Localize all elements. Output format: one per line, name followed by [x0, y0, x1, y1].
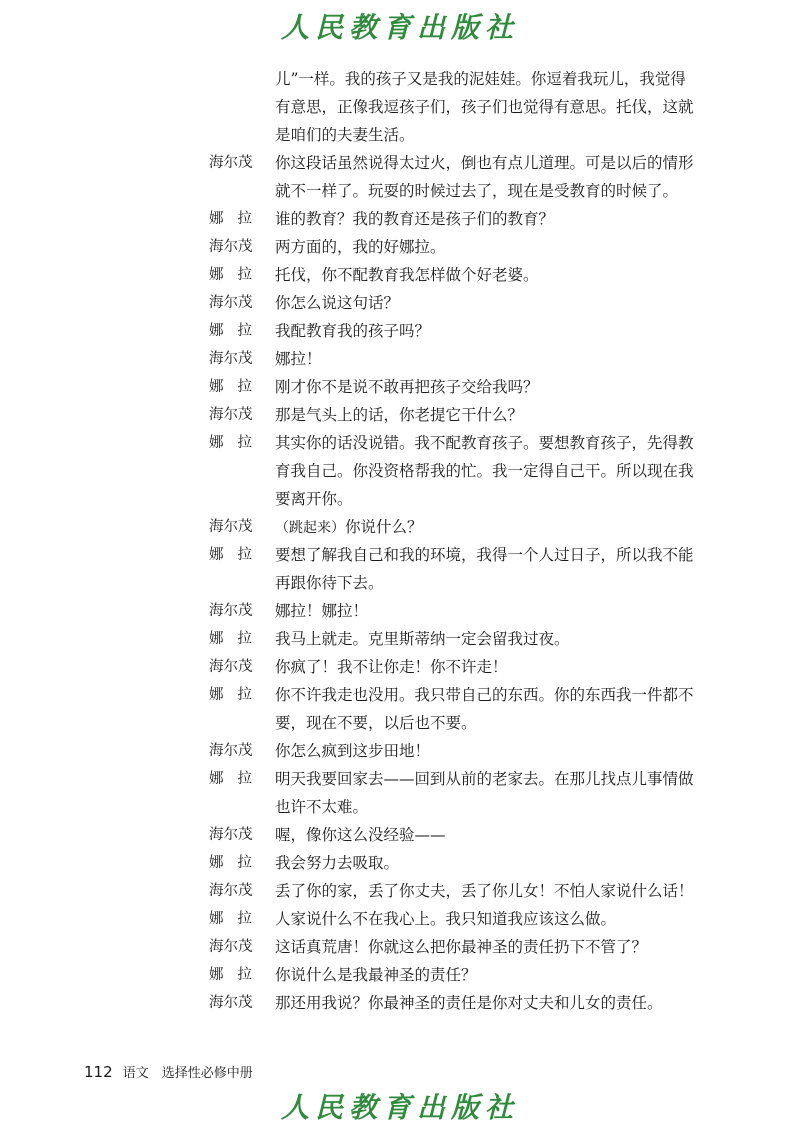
line-content: 丢了你的家，丢了你丈夫，丢了你儿女！不怕人家说什么话！: [275, 882, 694, 900]
speaker-name: 海尔茂: [209, 407, 253, 423]
dialogue-text-line: [275, 965, 477, 985]
dialogue-text-line: [275, 209, 554, 229]
line-content: 那是气头上的话，你老提它干什么？: [275, 406, 524, 424]
line-content: 谁的教育？我的教育还是孩子们的教育？: [275, 210, 555, 228]
line-content: 喔，像你这么没经验——: [275, 826, 446, 844]
dialogue-text-line: [275, 825, 446, 845]
line-content: 刚才你不是说不敢再把孩子交给我吗？: [275, 378, 539, 396]
dialogue-text-line: [275, 97, 694, 117]
dialogue-text-line: [275, 433, 694, 453]
dialogue-text-line: [275, 321, 430, 341]
dialogue-text-line: [275, 181, 678, 201]
speaker-name: 娜拉: [209, 967, 266, 983]
line-content: 再跟你待下去。: [275, 574, 384, 592]
dialogue-text-line: [275, 769, 694, 789]
speaker-name: 海尔茂: [209, 155, 253, 171]
line-content: 育我自己。你没资格帮我的忙。我一定得自己干。所以现在我: [275, 462, 694, 480]
dialogue-text-line: [275, 629, 570, 649]
publisher-logo-top: 人民教育出版社: [280, 11, 519, 44]
line-content: 托伐，你不配教育我怎样做个好老婆。: [275, 266, 539, 284]
line-content: 我配教育我的孩子吗？: [275, 322, 431, 340]
dialogue-text-line: [275, 685, 694, 705]
dialogue-text-line: [275, 377, 539, 397]
dialogue-text-line: [275, 237, 446, 257]
speaker-name: 娜拉: [209, 379, 266, 395]
page-footer: [84, 1062, 253, 1081]
line-content: 要离开你。: [275, 490, 353, 508]
line-content: 这话真荒唐！你就这么把你最神圣的责任扔下不管了？: [275, 938, 648, 956]
speaker-name: 海尔茂: [209, 603, 253, 619]
line-content: 要，现在不要，以后也不要。: [275, 714, 477, 732]
speaker-name: 娜拉: [209, 267, 266, 283]
speaker-name: 海尔茂: [209, 239, 253, 255]
speaker-name: 海尔茂: [209, 743, 253, 759]
line-content: 娜拉！娜拉！: [275, 602, 369, 620]
dialogue-text-line: [275, 405, 523, 425]
dialogue-text-line: [275, 797, 368, 817]
dialogue-text-line: [275, 489, 353, 509]
line-content: 你不许我走也没用。我只带自己的东西。你的东西我一件都不: [275, 686, 694, 704]
speaker-name: 海尔茂: [209, 827, 253, 843]
publisher-logo-bottom: 人民教育出版社: [280, 1091, 519, 1124]
line-content: 那还用我说？你最神圣的责任是你对丈夫和儿女的责任。: [275, 994, 663, 1012]
line-content: 要想了解我自己和我的环境，我得一个人过日子，所以我不能: [275, 546, 694, 564]
speaker-name: 海尔茂: [209, 519, 253, 535]
line-content: 你怎么说这句话？: [275, 294, 400, 312]
dialogue-text-line: [275, 853, 399, 873]
dialogue-text-line: [275, 741, 430, 761]
dialogue-text-line: [275, 153, 694, 173]
dialogue-text-line: [275, 545, 694, 565]
line-content: 就不一样了。玩耍的时候过去了，现在是受教育的时候了。: [275, 182, 679, 200]
speaker-name: 海尔茂: [209, 351, 253, 367]
line-content: 你疯了！我不让你走！你不许走！: [275, 658, 508, 676]
speaker-name: 海尔茂: [209, 659, 253, 675]
dialogue-text-line: [275, 517, 423, 538]
dialogue-text-line: [275, 125, 415, 145]
line-content: 有意思，正像我逗孩子们，孩子们也觉得有意思。托伐，这就: [275, 98, 694, 116]
book-title: 语文 选择性必修中册: [122, 1066, 253, 1081]
dialogue-text-line: [275, 265, 539, 285]
stage-direction: （跳起来）: [275, 520, 345, 536]
speaker-name: 海尔茂: [209, 295, 253, 311]
dialogue-text-line: [275, 573, 384, 593]
line-content: 你说什么是我最神圣的责任？: [275, 966, 477, 984]
line-content: 娜拉！: [275, 350, 322, 368]
speaker-name: 娜拉: [209, 323, 266, 339]
dialogue-text-line: [275, 69, 686, 89]
line-content: 是咱们的夫妻生活。: [275, 126, 415, 144]
speaker-name: 娜拉: [209, 547, 266, 563]
speaker-name: 娜拉: [209, 435, 266, 451]
line-content: 你说什么？: [345, 518, 423, 536]
dialogue-text-line: [275, 937, 647, 957]
dialogue-text-line: [275, 461, 694, 481]
dialogue-text-line: [275, 293, 399, 313]
dialogue-text-line: [275, 713, 477, 733]
page-number: 112: [84, 1063, 113, 1081]
line-content: 你怎么疯到这步田地！: [275, 742, 431, 760]
line-content: 人家说什么不在我心上。我只知道我应该这么做。: [275, 910, 617, 928]
line-content: 你这段话虽然说得太过火，倒也有点儿道理。可是以后的情形: [275, 154, 694, 172]
speaker-name: 娜拉: [209, 771, 266, 787]
speaker-name: 娜拉: [209, 211, 266, 227]
line-content: 也许不太难。: [275, 798, 369, 816]
speaker-name: 海尔茂: [209, 995, 253, 1011]
speaker-name: 娜拉: [209, 855, 266, 871]
line-content: 明天我要回家去——回到从前的老家去。在那儿找点儿事情做: [275, 770, 694, 788]
dialogue-text-line: [275, 349, 322, 369]
dialogue-text-line: [275, 881, 694, 901]
dialogue-text-line: [275, 909, 616, 929]
dialogue-text-line: [275, 601, 368, 621]
line-content: 两方面的，我的好娜拉。: [275, 238, 446, 256]
line-content: 其实你的话没说错。我不配教育孩子。要想教育孩子，先得教: [275, 434, 694, 452]
speaker-name: 海尔茂: [209, 939, 253, 955]
dialogue-text-line: [275, 993, 663, 1013]
speaker-name: 海尔茂: [209, 883, 253, 899]
line-content: 我会努力去吸取。: [275, 854, 400, 872]
speaker-name: 娜拉: [209, 911, 266, 927]
dialogue-text-line: [275, 657, 508, 677]
line-content: 儿”一样。我的孩子又是我的泥娃娃。你逗着我玩儿，我觉得: [275, 70, 686, 88]
speaker-name: 娜拉: [209, 631, 266, 647]
speaker-name: 娜拉: [209, 687, 266, 703]
line-content: 我马上就走。克里斯蒂纳一定会留我过夜。: [275, 630, 570, 648]
